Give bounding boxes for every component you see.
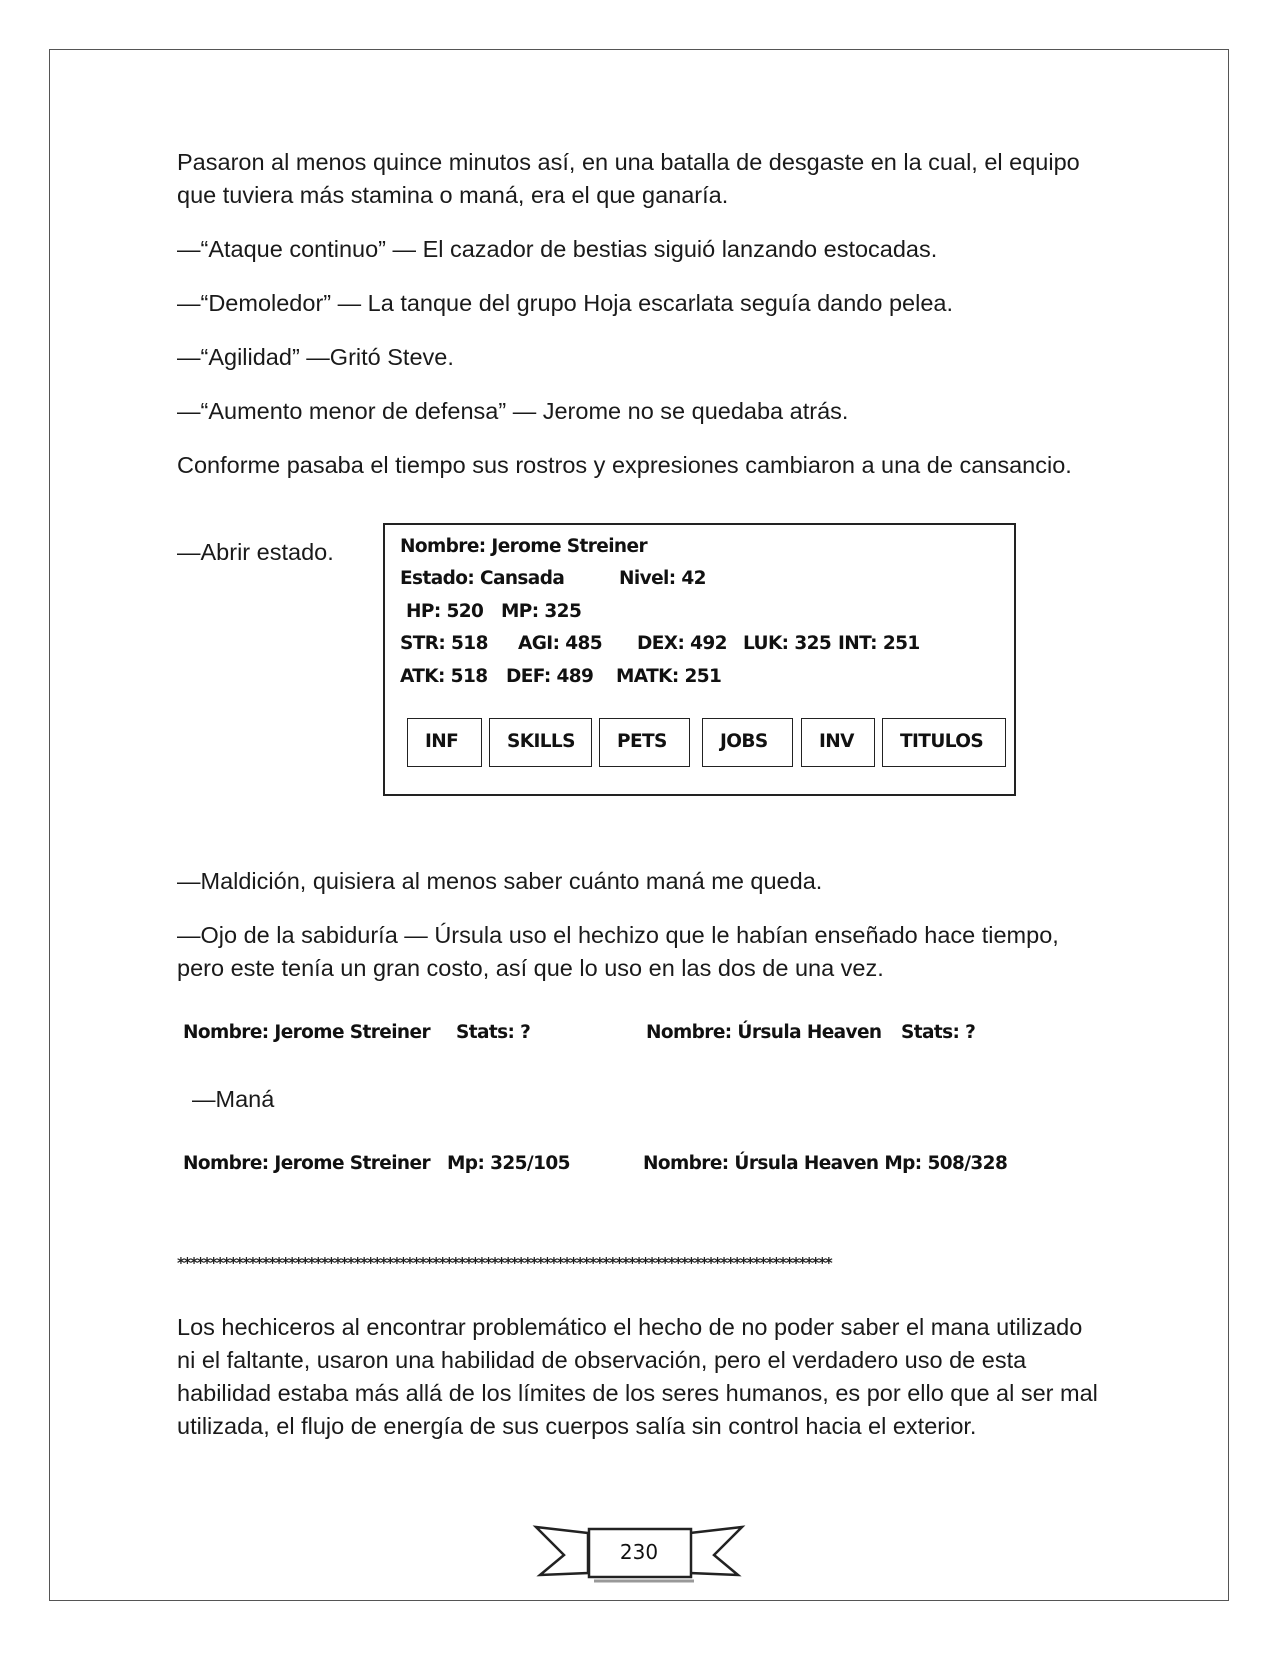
- paragraph-cansancio: Conforme pasaba el tiempo sus rostros y expresiones cambiaron a una de cansancio.: [177, 452, 1072, 478]
- status-int: INT: 251: [838, 633, 920, 654]
- stats-ursula-value: Stats: ?: [901, 1022, 976, 1043]
- status-def: DEF: 489: [506, 666, 594, 687]
- mana-ursula: Nombre: Úrsula Heaven Mp: 508/328: [643, 1153, 1008, 1174]
- status-hp: HP: 520: [406, 601, 484, 622]
- tab-jobs[interactable]: JOBS: [702, 718, 793, 767]
- status-name: Nombre: Jerome Streiner: [400, 536, 647, 557]
- banner-right-ribbon: [690, 1527, 742, 1575]
- dialogue-maldicion: —Maldición, quisiera al menos saber cuánto maná me queda.: [177, 868, 823, 894]
- section-separator: ****************************************************************************************************: [177, 1254, 832, 1272]
- tab-inv[interactable]: INV: [801, 718, 875, 767]
- status-luk: LUK: 325: [743, 633, 832, 654]
- dialogue-demoledor: —“Demoledor” — La tanque del grupo Hoja escarlata seguía dando pelea.: [177, 290, 953, 316]
- stats-jerome-name: Nombre: Jerome Streiner: [183, 1022, 430, 1043]
- mana-jerome-value: Mp: 325/105: [447, 1153, 570, 1174]
- paragraph-hechiceros: Los hechiceros al encontrar problemático el hecho de no poder saber el mana utilizado ni el faltante, usaron una habilidad de observación, pero el verdadero uso de esta habilidad estaba más allá de los límites de los seres humanos, es por ello que al ser mal utilizada, el flujo de energía de sus cuerpos salía sin control hacia el exterior.: [177, 1314, 1098, 1439]
- tab-skills[interactable]: SKILLS: [489, 718, 592, 767]
- status-mp: MP: 325: [501, 601, 582, 622]
- stats-ursula-name: Nombre: Úrsula Heaven: [646, 1022, 882, 1043]
- tab-inf[interactable]: INF: [407, 718, 482, 767]
- status-nivel: Nivel: 42: [619, 568, 706, 589]
- status-estado: Estado: Cansada: [400, 568, 565, 589]
- stats-jerome-value: Stats: ?: [456, 1022, 531, 1043]
- tab-pets[interactable]: PETS: [599, 718, 690, 767]
- paragraph-battle: Pasaron al menos quince minutos así, en una batalla de desgaste en la cual, el equipo que tuviera más stamina o maná, era el que ganaría.: [177, 149, 1080, 208]
- dialogue-mana: —Maná: [192, 1086, 275, 1112]
- banner-left-ribbon: [536, 1527, 588, 1575]
- tab-titulos[interactable]: TITULOS: [882, 718, 1006, 767]
- dialogue-aumento-defensa: —“Aumento menor de defensa” — Jerome no se quedaba atrás.: [177, 398, 849, 424]
- status-dex: DEX: 492: [637, 633, 727, 654]
- dialogue-ataque-continuo: —“Ataque continuo” — El cazador de bestias siguió lanzando estocadas.: [177, 236, 938, 262]
- status-atk: ATK: 518: [400, 666, 488, 687]
- status-matk: MATK: 251: [616, 666, 722, 687]
- dialogue-abrir-estado: —Abrir estado.: [177, 539, 334, 565]
- status-agi: AGI: 485: [518, 633, 603, 654]
- mana-jerome-name: Nombre: Jerome Streiner: [183, 1153, 430, 1174]
- page-number: 230: [619, 1540, 659, 1564]
- dialogue-agilidad: —“Agilidad” —Gritó Steve.: [177, 344, 454, 370]
- paragraph-ojo-sabiduria: —Ojo de la sabiduría — Úrsula uso el hechizo que le habían enseñado hace tiempo, pero este tenía un gran costo, así que lo uso en las dos de una vez.: [177, 922, 1059, 981]
- status-str: STR: 518: [400, 633, 488, 654]
